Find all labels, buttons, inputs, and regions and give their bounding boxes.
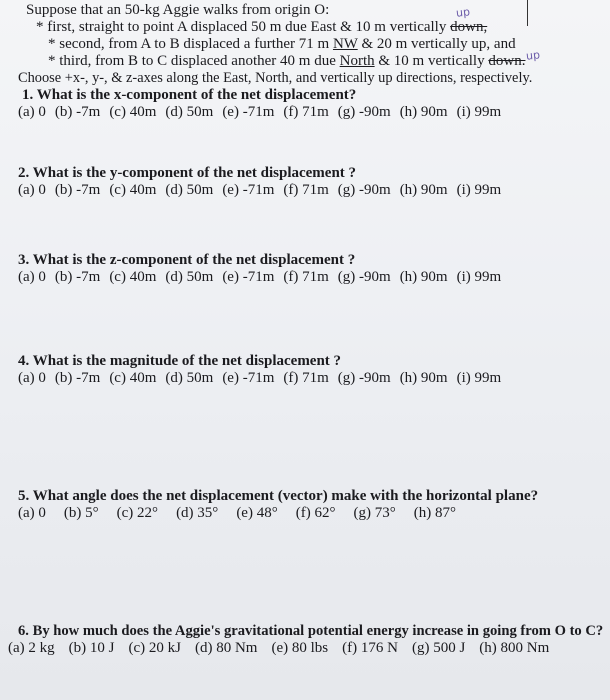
choice: (f) 176 N [342, 640, 398, 656]
choice: (d) 50m [165, 269, 214, 285]
choices-6 [8, 640, 558, 657]
choice: (b) -7m [54, 182, 101, 198]
handwritten-up-2: up [525, 48, 541, 63]
struck-down-word-2: down. [488, 53, 526, 69]
choices-1 [18, 104, 510, 121]
choices-2 [18, 182, 510, 199]
choice: (g) -90m [337, 370, 391, 386]
choice: (f) 71m [283, 370, 329, 386]
choice: (f) 71m [283, 182, 329, 198]
choice: (e) -71m [222, 104, 275, 120]
choice: (c) 40m [109, 269, 157, 285]
choice: (e) -71m [222, 269, 275, 285]
choice: (a) 0 [18, 104, 46, 120]
intro-line-1: Suppose that an 50-kg Aggie walks from origin O: [26, 2, 330, 18]
question-6: 6. By how much does the Aggie's gravitational potential energy increase in going from O to C? [18, 623, 604, 639]
choice: (f) 71m [283, 104, 329, 120]
choice: (d) 50m [165, 104, 214, 120]
choice: (b) 10 J [68, 640, 115, 656]
intro-line-5: Choose +x-, y-, & z-axes along the East, North, and vertically up directions, respectively. [18, 70, 533, 86]
choice: (a) 0 [18, 505, 46, 521]
choice: (a) 0 [18, 269, 46, 285]
intro-line-4: * third, from B to C displaced another 40 m due North & 10 m vertically down. [48, 53, 526, 69]
choice: (b) 5° [63, 505, 99, 521]
choice: (g) 73° [353, 505, 396, 521]
intro-line-3: * second, from A to B displaced a further 71 m NW & 20 m vertically up, and [48, 36, 516, 52]
choice: (e) -71m [222, 182, 275, 198]
choices-4 [18, 370, 510, 387]
choice: (h) 90m [399, 182, 448, 198]
choice: (g) -90m [337, 104, 391, 120]
choice: (e) -71m [222, 370, 275, 386]
choice: (c) 40m [109, 104, 157, 120]
choices-5 [18, 505, 465, 522]
struck-down-word: down, [450, 19, 488, 35]
choice: (c) 22° [116, 505, 159, 521]
choice: (h) 800 Nm [479, 640, 550, 656]
choice: (e) 80 lbs [271, 640, 329, 656]
choice: (a) 2 kg [8, 640, 55, 656]
choice: (d) 50m [165, 182, 214, 198]
choice: (f) 62° [295, 505, 336, 521]
choice: (b) -7m [54, 370, 101, 386]
choice: (a) 0 [18, 182, 46, 198]
choice: (d) 50m [165, 370, 214, 386]
choice: (d) 80 Nm [194, 640, 258, 656]
choice: (e) 48° [236, 505, 278, 521]
question-1: 1. What is the x-component of the net displacement? [22, 87, 357, 103]
choice: (i) 99m [456, 370, 502, 386]
choice: (h) 90m [399, 269, 448, 285]
question-2: 2. What is the y-component of the net displacement ? [18, 165, 357, 181]
choice: (i) 99m [456, 269, 502, 285]
choices-3 [18, 269, 510, 286]
question-5: 5. What angle does the net displacement (vector) make with the horizontal plane? [18, 488, 539, 504]
choice: (h) 87° [413, 505, 456, 521]
choice: (b) -7m [54, 269, 101, 285]
choice: (g) -90m [337, 269, 391, 285]
choice: (g) -90m [337, 182, 391, 198]
handwritten-up-1: up [455, 5, 471, 20]
choice: (a) 0 [18, 370, 46, 386]
intro-line-2: * first, straight to point A displaced 50 m due East & 10 m vertically down, [36, 19, 488, 35]
choice: (h) 90m [399, 370, 448, 386]
choice: (i) 99m [456, 104, 502, 120]
choice: (i) 99m [456, 182, 502, 198]
question-4: 4. What is the magnitude of the net displacement ? [18, 353, 342, 369]
choice: (h) 90m [399, 104, 448, 120]
margin-line [527, 0, 528, 26]
question-3: 3. What is the z-component of the net displacement ? [18, 252, 356, 268]
choice: (f) 71m [283, 269, 329, 285]
choice: (b) -7m [54, 104, 101, 120]
choice: (c) 20 kJ [128, 640, 181, 656]
choice: (c) 40m [109, 182, 157, 198]
choice: (d) 35° [176, 505, 219, 521]
choice: (c) 40m [109, 370, 157, 386]
choice: (g) 500 J [411, 640, 466, 656]
